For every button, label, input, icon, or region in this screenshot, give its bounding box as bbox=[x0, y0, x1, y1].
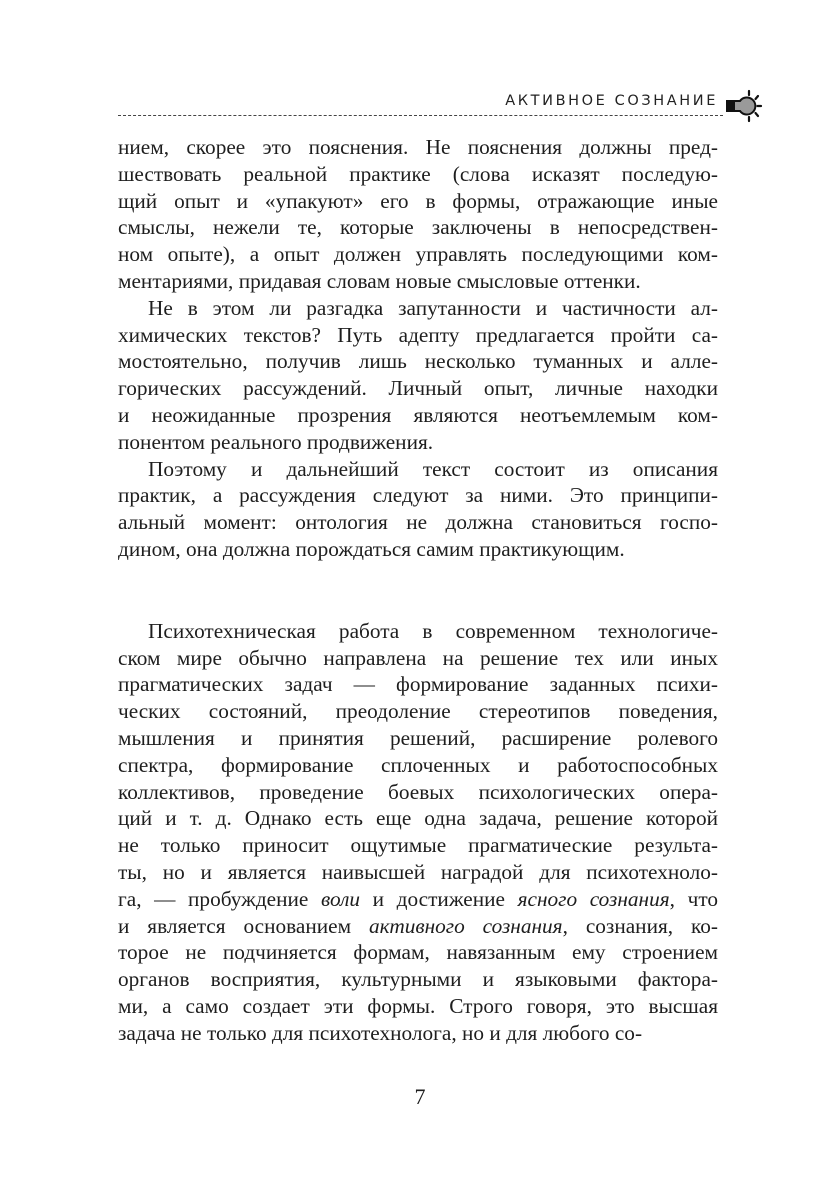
text-segment: спектра, формирование сплоченных и работоспособных bbox=[118, 752, 718, 777]
text-line bbox=[118, 509, 718, 536]
body-text bbox=[118, 134, 718, 1047]
text-segment: мышления и принятия решений, расширение ролевого bbox=[118, 725, 718, 750]
text-line bbox=[118, 1020, 718, 1047]
text-segment: ском мире обычно направлена на решение тех или иных bbox=[118, 645, 718, 670]
text-segment: и неожиданные прозрения являются неотъемлемым ком- bbox=[118, 402, 718, 427]
text-segment: органов восприятия, культурными и языковыми фактора- bbox=[118, 967, 718, 992]
text-segment: альный момент: онтология не должна становиться госпо- bbox=[118, 510, 718, 535]
text-line bbox=[118, 966, 718, 993]
text-segment: смыслы, нежели те, которые заключены в непосредствен- bbox=[118, 215, 718, 240]
text-line bbox=[118, 268, 718, 295]
text-line bbox=[118, 429, 718, 456]
text-segment: коллективов, проведение боевых психологических опера- bbox=[118, 779, 718, 804]
text-line bbox=[118, 134, 718, 161]
text-segment: ментариями, придавая словам новые смысловые оттенки. bbox=[118, 268, 641, 293]
text-segment: мостоятельно, получив лишь несколько туманных и алле- bbox=[118, 349, 718, 374]
paragraph bbox=[118, 618, 718, 1047]
text-segment: ческих состояний, преодоление стереотипов поведения, bbox=[118, 699, 718, 724]
text-line bbox=[118, 725, 718, 752]
text-line bbox=[118, 188, 718, 215]
text-segment: торое не подчиняется формам, навязанным ему строением bbox=[118, 940, 718, 965]
paragraph bbox=[118, 456, 718, 563]
text-line bbox=[118, 698, 718, 725]
text-line bbox=[118, 645, 718, 672]
text-line bbox=[118, 348, 718, 375]
text-segment: дином, она должна порождаться самим практикующим. bbox=[118, 536, 625, 561]
text-segment: задача не только для психотехнолога, но и для любого со- bbox=[118, 1020, 643, 1045]
text-line bbox=[118, 913, 718, 940]
text-line bbox=[118, 886, 718, 913]
text-segment: ты, но и является наивысшей наградой для психотехноло- bbox=[118, 859, 718, 884]
text-segment: , сознания, ко- bbox=[562, 913, 718, 938]
text-line bbox=[118, 402, 718, 429]
text-line bbox=[118, 752, 718, 779]
text-segment: щий опыт и «упакуют» его в формы, отражающие иные bbox=[118, 188, 718, 213]
text-line bbox=[118, 322, 718, 349]
text-line bbox=[118, 779, 718, 806]
text-segment: ций и т. д. Однако есть еще одна задача, решение которой bbox=[118, 806, 718, 831]
text-line bbox=[118, 375, 718, 402]
text-segment: и является основанием bbox=[118, 913, 369, 938]
text-line bbox=[118, 805, 718, 832]
paragraph bbox=[118, 134, 718, 295]
text-segment: шествовать реальной практике (слова исказят последую- bbox=[118, 161, 718, 186]
italic-emphasis: воли bbox=[321, 886, 361, 911]
text-segment: ми, а само создает эти формы. Строго говоря, это высшая bbox=[118, 993, 718, 1018]
paragraph bbox=[118, 295, 718, 456]
text-line bbox=[118, 671, 718, 698]
text-segment: Не в этом ли разгадка запутанности и частичности ал- bbox=[148, 295, 718, 320]
lightbulb-icon bbox=[724, 88, 764, 124]
text-segment: Поэтому и дальнейший текст состоит из описания bbox=[148, 456, 718, 481]
text-line bbox=[118, 161, 718, 188]
italic-emphasis: ясного сознания bbox=[517, 886, 670, 911]
text-segment: , что bbox=[669, 886, 718, 911]
text-segment: практик, а рассуждения следуют за ними. Это принципи- bbox=[118, 483, 718, 508]
header-divider bbox=[118, 115, 723, 116]
page-number: 7 bbox=[414, 1084, 426, 1109]
text-line bbox=[118, 939, 718, 966]
text-segment: ном опыте), а опыт должен управлять последующими ком- bbox=[118, 242, 718, 267]
text-segment: понентом реального продвижения. bbox=[118, 429, 434, 454]
text-line bbox=[118, 214, 718, 241]
text-segment: нием, скорее это пояснения. Не пояснения должны пред- bbox=[118, 135, 718, 159]
text-segment: и достижение bbox=[360, 886, 518, 911]
text-segment: горических рассуждений. Личный опыт, личные находки bbox=[118, 376, 718, 401]
text-line bbox=[118, 241, 718, 268]
text-segment: не только приносит ощутимые прагматические результа- bbox=[118, 833, 718, 858]
text-line bbox=[118, 482, 718, 509]
text-segment: химических текстов? Путь адепту предлагается пройти са- bbox=[118, 322, 718, 347]
text-line bbox=[118, 456, 718, 483]
text-segment: га, — пробуждение bbox=[118, 886, 321, 911]
text-segment: Психотехническая работа в современном технологиче- bbox=[148, 618, 718, 643]
text-line bbox=[118, 832, 718, 859]
text-line bbox=[118, 859, 718, 886]
text-segment: прагматических задач — формирование заданных психи- bbox=[118, 672, 718, 697]
text-line bbox=[118, 993, 718, 1020]
text-line bbox=[118, 618, 718, 645]
italic-emphasis: активного сознания bbox=[368, 913, 563, 938]
running-header-title: АКТИВНОЕ СОЗНАНИЕ bbox=[505, 93, 718, 109]
text-line bbox=[118, 295, 718, 322]
text-line bbox=[118, 536, 718, 563]
